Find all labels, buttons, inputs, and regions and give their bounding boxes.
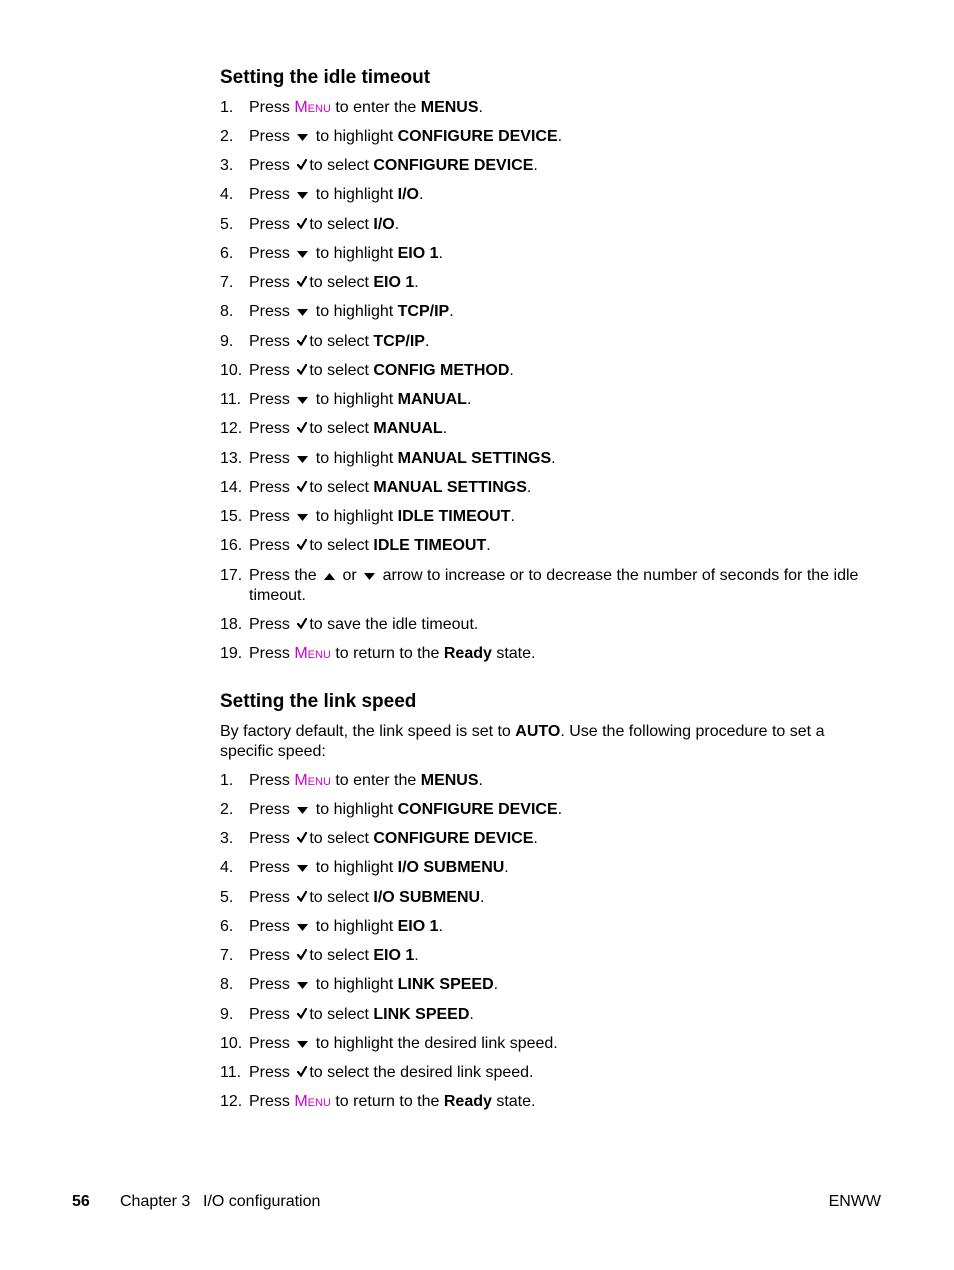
menu-option-label: EIO 1 (373, 274, 415, 292)
menu-option-label: CONFIGURE DEVICE (397, 128, 558, 146)
step-number: 11. (220, 391, 242, 409)
footer-chapter: Chapter 3 (120, 1193, 191, 1210)
step-number: 11. (220, 1064, 242, 1082)
list-item: 6. Press to highlight EIO 1. (220, 244, 443, 263)
menu-option-label: MANUAL SETTINGS (397, 449, 552, 467)
list-item: 6. Press to highlight EIO 1. (220, 917, 443, 936)
list-item: 18. Press to save the idle timeout. (220, 615, 479, 633)
checkmark-icon (297, 478, 307, 498)
list-item: 10. Press to highlight the desired link speed. (220, 1034, 558, 1053)
footer-chapter-title: I/O configuration (203, 1193, 321, 1210)
list-item: 19. Press Menu to return to the Ready state. (220, 644, 536, 662)
up-arrow-icon (324, 566, 335, 586)
page-number: 56 (72, 1193, 90, 1210)
list-item: 1. Press Menu to enter the MENUS. (220, 772, 483, 789)
menu-option-label: AUTO (515, 723, 561, 740)
menu-option-label: I/O (397, 186, 419, 204)
footer-right-label: ENWW (828, 1193, 881, 1210)
step-number: 10. (220, 361, 243, 379)
down-arrow-icon (297, 449, 308, 469)
checkmark-icon (297, 888, 307, 908)
step-number: 14. (220, 478, 243, 496)
steps-list (220, 771, 880, 1112)
down-arrow-icon (364, 566, 375, 586)
intro-paragraph: By factory default, the link speed is set to AUTO. Use the following procedure to set a specific speed: (220, 723, 825, 760)
checkmark-icon (297, 156, 307, 176)
step-number: 5. (220, 888, 234, 906)
step-number: 16. (220, 537, 243, 555)
step-number: 15. (220, 508, 243, 526)
checkmark-icon (297, 829, 307, 849)
list-item: 13. Press to highlight MANUAL SETTINGS. (220, 449, 556, 467)
section-link-speed (220, 691, 880, 1121)
menu-option-label: MANUAL (373, 420, 443, 438)
list-item: 9. Press to select TCP/IP. (220, 332, 430, 350)
list-item: 11. Press to highlight MANUAL. (220, 391, 472, 409)
step-number: 19. (220, 644, 243, 662)
list-item: 14. Press to select MANUAL SETTINGS. (220, 478, 532, 497)
menu-key-label: Menu (294, 772, 331, 789)
step-number: 7. (220, 274, 234, 292)
menu-option-label: EIO 1 (397, 245, 439, 263)
step-number: 8. (220, 976, 234, 994)
list-item: 5. Press to select I/O. (220, 215, 400, 233)
step-number: 4. (220, 186, 234, 204)
list-item: 17. Press the or arrow to increase or to decrease the number of seconds for the idle timeout. (220, 566, 859, 604)
section-heading: Setting the link speed (220, 691, 417, 712)
section-idle-timeout (220, 67, 880, 673)
down-arrow-icon (297, 800, 308, 820)
list-item: 12. Press Menu to return to the Ready state. (220, 1093, 536, 1111)
menu-option-label: IDLE TIMEOUT (397, 508, 511, 526)
list-item: 3. Press to select CONFIGURE DEVICE. (220, 157, 538, 175)
list-item: 1. Press Menu to enter the MENUS. (220, 99, 483, 116)
checkmark-icon (297, 419, 307, 439)
step-number: 3. (220, 157, 234, 175)
list-item: 2. Press to highlight CONFIGURE DEVICE. (220, 801, 563, 819)
down-arrow-icon (297, 975, 308, 995)
list-item: 7. Press to select EIO 1. (220, 274, 419, 292)
list-item: 7. Press to select EIO 1. (220, 947, 419, 965)
menu-option-label: CONFIGURE DEVICE (373, 157, 534, 175)
list-item: 12. Press to select MANUAL. (220, 420, 448, 438)
step-number: 2. (220, 801, 234, 818)
menu-option-label: TCP/IP (373, 332, 425, 350)
down-arrow-icon (297, 127, 308, 147)
step-number: 2. (220, 128, 234, 145)
step-number: 10. (220, 1034, 243, 1052)
down-arrow-icon (297, 390, 308, 410)
down-arrow-icon (297, 917, 308, 937)
menu-key-label: Menu (294, 1093, 331, 1111)
menu-option-label: I/O SUBMENU (373, 888, 481, 906)
menu-option-label: CONFIGURE DEVICE (397, 801, 558, 819)
menu-option-label: MENUS (420, 772, 479, 789)
menu-option-label: CONFIGURE DEVICE (373, 830, 534, 848)
step-number: 5. (220, 215, 234, 233)
checkmark-icon (297, 1005, 307, 1025)
list-item: 2. Press to highlight CONFIGURE DEVICE. (220, 128, 563, 146)
section-heading: Setting the idle timeout (220, 67, 431, 88)
list-item: 10. Press to select CONFIG METHOD. (220, 361, 514, 380)
step-number: 9. (220, 1005, 234, 1023)
checkmark-icon (297, 215, 307, 235)
menu-option-label: EIO 1 (397, 918, 439, 936)
menu-option-label: EIO 1 (373, 947, 415, 965)
step-number: 8. (220, 303, 234, 321)
step-number: 4. (220, 859, 234, 877)
down-arrow-icon (297, 244, 308, 264)
checkmark-icon (297, 361, 307, 381)
step-number: 1. (220, 99, 234, 116)
list-item: 5. Press to select I/O SUBMENU. (220, 888, 485, 906)
menu-option-label: LINK SPEED (397, 976, 494, 994)
list-item: 8. Press to highlight LINK SPEED. (220, 976, 499, 994)
checkmark-icon (297, 536, 307, 556)
list-item: 3. Press to select CONFIGURE DEVICE. (220, 830, 538, 848)
menu-key-label: Menu (294, 99, 331, 116)
list-item: 4. Press to highlight I/O. (220, 186, 424, 204)
menu-option-label: MANUAL (397, 391, 467, 409)
step-number: 6. (220, 244, 234, 262)
list-item: 9. Press to select LINK SPEED. (220, 1005, 474, 1023)
step-number: 17. (220, 566, 243, 584)
checkmark-icon (297, 1063, 307, 1083)
down-arrow-icon (297, 858, 308, 878)
menu-option-label: Ready (443, 1093, 492, 1111)
step-number: 18. (220, 615, 243, 633)
menu-option-label: Ready (443, 644, 492, 662)
step-number: 12. (220, 1093, 243, 1111)
down-arrow-icon (297, 185, 308, 205)
menu-option-label: TCP/IP (397, 303, 450, 321)
steps-list (220, 98, 880, 664)
down-arrow-icon (297, 302, 308, 322)
checkmark-icon (297, 946, 307, 966)
checkmark-icon (297, 332, 307, 352)
list-item: 15. Press to highlight IDLE TIMEOUT. (220, 508, 515, 526)
list-item: 16. Press to select IDLE TIMEOUT. (220, 537, 491, 555)
menu-option-label: MENUS (420, 99, 479, 116)
menu-option-label: CONFIG METHOD (373, 362, 510, 380)
list-item: 11. Press to select the desired link speed. (220, 1064, 534, 1082)
down-arrow-icon (297, 507, 308, 527)
menu-option-label: I/O SUBMENU (397, 859, 505, 877)
checkmark-icon (297, 615, 307, 635)
menu-key-label: Menu (294, 644, 331, 662)
step-number: 1. (220, 772, 234, 789)
menu-option-label: IDLE TIMEOUT (373, 537, 487, 555)
menu-option-label: LINK SPEED (373, 1005, 470, 1023)
down-arrow-icon (297, 1034, 308, 1054)
list-item: 8. Press to highlight TCP/IP. (220, 303, 454, 321)
step-number: 13. (220, 449, 243, 467)
list-item: 4. Press to highlight I/O SUBMENU. (220, 859, 509, 877)
step-number: 7. (220, 947, 234, 965)
step-number: 9. (220, 332, 234, 350)
step-number: 12. (220, 420, 243, 438)
checkmark-icon (297, 273, 307, 293)
step-number: 3. (220, 830, 234, 848)
menu-option-label: MANUAL SETTINGS (373, 479, 527, 497)
step-number: 6. (220, 917, 234, 935)
menu-option-label: I/O (373, 215, 395, 233)
